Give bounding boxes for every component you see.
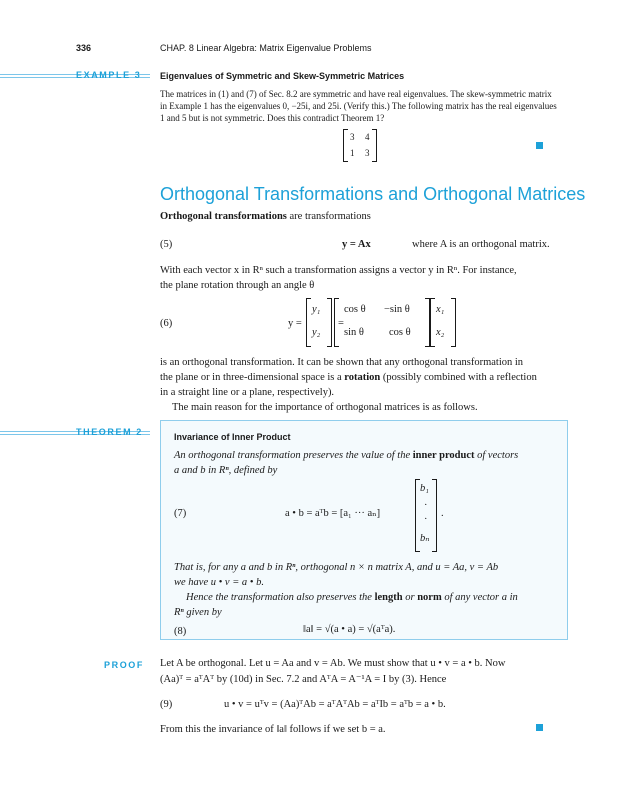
right-bracket bbox=[432, 479, 437, 552]
eq9-number: (9) bbox=[160, 699, 173, 710]
proof-line-2: (Aa)ᵀ = aᵀAᵀ by (10d) in Sec. 7.2 and AᵀA = A⁻¹A = I by (3). Hence bbox=[160, 674, 447, 685]
theorem-line-5a: Hence the transformation also preserves the bbox=[186, 592, 375, 603]
vector-entry: y₂ bbox=[312, 327, 321, 338]
matrix-entry: 3 bbox=[365, 148, 370, 158]
matrix-entry: cos θ bbox=[389, 327, 411, 338]
eq7-b-vector bbox=[415, 479, 437, 551]
proof-label: PROOF bbox=[104, 660, 145, 670]
theorem-title: Invariance of Inner Product bbox=[174, 432, 291, 442]
para2-line-1: is an orthogonal transformation. It can be shown that any orthogonal transformation in bbox=[160, 357, 524, 368]
eq8: ‖a‖ = √(a • a) = √(aᵀa). bbox=[303, 624, 396, 635]
right-bracket bbox=[327, 298, 332, 347]
eq8-number: (8) bbox=[174, 626, 187, 637]
right-bracket bbox=[372, 129, 377, 162]
eq7-number: (7) bbox=[174, 508, 187, 519]
intro-bold: Orthogonal transformations bbox=[160, 211, 287, 222]
proof-final: From this the invariance of ‖a‖ follows if we set b = a. bbox=[160, 724, 386, 735]
vector-entry: bₙ bbox=[420, 533, 430, 544]
eq7-end: . bbox=[441, 508, 444, 519]
vector-entry: x₂ bbox=[436, 327, 445, 338]
para2-line-3: in a straight line or a plane, respectively). bbox=[160, 387, 335, 398]
example-line-3: 1 and 5 but is not symmetric. Does this contradict Theorem 1? bbox=[160, 113, 385, 123]
eq7: a • b = aᵀb = [a₁ ··· aₙ] bbox=[285, 508, 381, 519]
proof-line-1: Let A be orthogonal. Let u = Aa and v = Ab. We must show that u • v = a • b. Now bbox=[160, 658, 506, 669]
example-line-2: in Example 1 has the eigenvalues 0, −25i, and 25i. (Verify this.) The following matrix has the real eigenvalues bbox=[160, 101, 557, 111]
theorem-inner-product: inner product bbox=[412, 450, 475, 461]
section-title: Orthogonal Transformations and Orthogonal Matrices bbox=[160, 184, 586, 204]
example-matrix bbox=[343, 129, 377, 161]
eq5-number: (5) bbox=[160, 239, 173, 250]
theorem-line-3: That is, for any a and b in Rⁿ, orthogonal n × n matrix A, and u = Aa, v = Ab bbox=[174, 562, 499, 573]
theorem-line-6: Rⁿ given by bbox=[174, 607, 222, 618]
para3: The main reason for the importance of orthogonal matrices is as follows. bbox=[172, 402, 478, 413]
left-bracket bbox=[334, 298, 339, 347]
theorem-line-1a: An orthogonal transformation preserves the value of the bbox=[174, 450, 413, 461]
eq6-lhs: y = bbox=[288, 318, 302, 329]
example-label: EXAMPLE 3 bbox=[76, 70, 142, 80]
eq5-where: where A is an orthogonal matrix. bbox=[412, 239, 550, 250]
eq6-y-vector bbox=[306, 298, 332, 346]
left-bracket bbox=[343, 129, 348, 162]
eq9: u • v = uᵀv = (Aa)ᵀAb = aᵀAᵀAb = aᵀIb = aᵀb = a • b. bbox=[224, 699, 446, 710]
eq5: y = Ax bbox=[342, 239, 371, 250]
para1-line-1: With each vector x in Rⁿ such a transformation assigns a vector y in Rⁿ. For instance, bbox=[160, 265, 517, 276]
example-line-1: The matrices in (1) and (7) of Sec. 8.2 are symmetric and have real eigenvalues. The skew-symmetric matrix bbox=[160, 89, 552, 99]
theorem-length: length bbox=[374, 592, 403, 603]
matrix-entry: sin θ bbox=[344, 327, 364, 338]
theorem-line-5c: or bbox=[402, 592, 418, 603]
eq6-rotation-matrix bbox=[334, 298, 430, 346]
theorem-label: THEOREM 2 bbox=[76, 427, 143, 437]
para2-line-2c: (possibly combined with a reflection bbox=[380, 372, 537, 383]
eq6-equals: = bbox=[338, 318, 344, 329]
left-bracket bbox=[306, 298, 311, 347]
vector-entry: x₁ bbox=[436, 304, 445, 315]
eq6-x-vector bbox=[430, 298, 456, 346]
example-title: Eigenvalues of Symmetric and Skew-Symmetric Matrices bbox=[160, 71, 405, 81]
theorem-norm: norm bbox=[417, 592, 442, 603]
theorem-box bbox=[160, 420, 568, 640]
end-of-proof-mark bbox=[536, 724, 543, 731]
theorem-line-1c: of vectors bbox=[474, 450, 519, 461]
left-bracket bbox=[430, 298, 435, 347]
right-bracket bbox=[451, 298, 456, 347]
theorem-line-2: a and b in Rⁿ, defined by bbox=[174, 465, 278, 476]
para1-line-2: the plane rotation through an angle θ bbox=[160, 280, 315, 291]
theorem-line-5e: of any vector a in bbox=[441, 592, 518, 603]
vector-entry: · bbox=[424, 514, 428, 525]
matrix-entry: 3 bbox=[350, 132, 355, 142]
theorem-line-4: we have u • v = a • b. bbox=[174, 577, 264, 588]
vector-entry: b₁ bbox=[420, 483, 429, 494]
para2-rotation: rotation bbox=[344, 372, 381, 383]
eq6-number: (6) bbox=[160, 318, 173, 329]
matrix-entry: 4 bbox=[365, 132, 370, 142]
page-number: 336 bbox=[76, 43, 92, 53]
running-head: CHAP. 8 Linear Algebra: Matrix Eigenvalue Problems bbox=[160, 43, 372, 53]
matrix-entry: 1 bbox=[350, 148, 355, 158]
vector-entry: · bbox=[424, 500, 428, 511]
matrix-entry: cos θ bbox=[344, 304, 366, 315]
vector-entry: y₁ bbox=[312, 304, 321, 315]
intro-rest: are transformations bbox=[286, 211, 371, 222]
end-of-example-mark bbox=[536, 142, 543, 149]
matrix-entry: −sin θ bbox=[384, 304, 410, 315]
para2-line-2a: the plane or in three-dimensional space is a bbox=[160, 372, 345, 383]
